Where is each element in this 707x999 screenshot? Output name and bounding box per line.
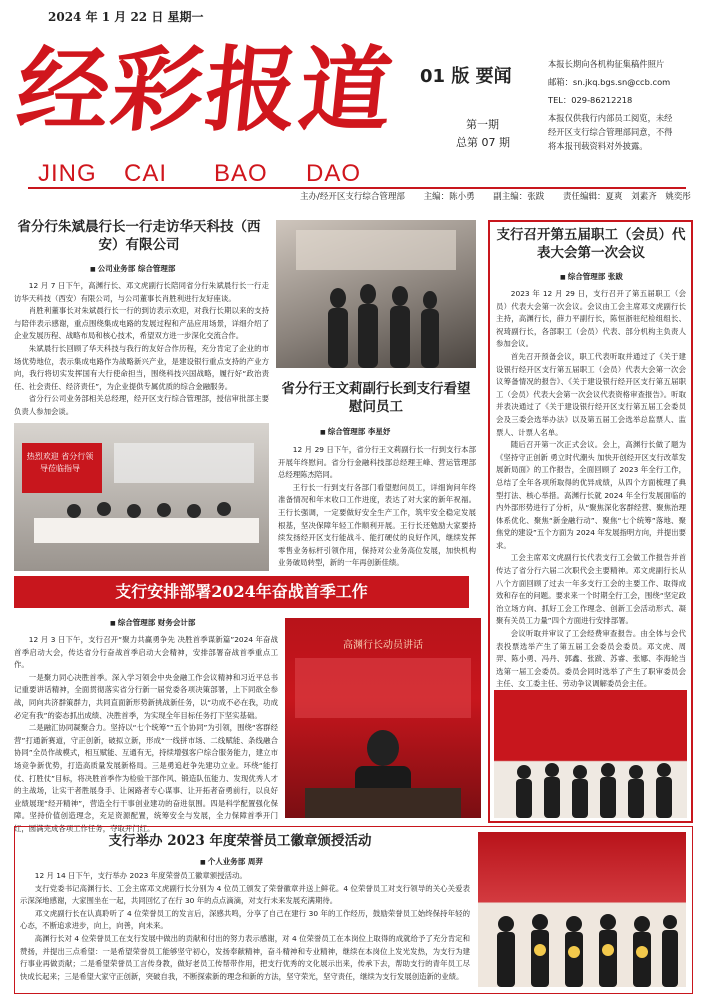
article5-p1: 12 月 14 日下午，支行举办 2023 年度荣誉员工徽章颁授活动。	[34, 871, 247, 880]
issue-number: 第一期	[466, 118, 499, 131]
photo-meeting-scene	[14, 423, 269, 571]
article1-title: 省分行朱斌晨行长一行走访华天科技（西安）有限公司	[17, 219, 261, 253]
article5-body	[20, 870, 470, 992]
submit-notice: 本报长期向各机构征集稿件照片	[548, 59, 665, 69]
photo-congress-scene	[494, 690, 687, 818]
article1-p2: 肖胜利董事长对朱斌晨行长一行的到访表示欢迎，对我行长期以来的支持与陪伴表示感谢，重点围绕集成电路的发展过程和产品应用场景，详细介绍了企业发展历程、战略布局和核心技术，希望双方进一步深化交流合作。	[14, 306, 269, 341]
masthead-rule	[28, 187, 686, 189]
staff-deputy: 副主编：张跋	[493, 192, 545, 202]
article2-title: 省分行王文莉副行长到支行看望慰问员工	[281, 381, 471, 415]
article4-byline: ■ 综合管理部 财务会计部	[110, 617, 195, 628]
contact-tel: TEL：029-86212218	[548, 95, 633, 105]
pinyin-jing: JING	[38, 160, 97, 187]
disclaimer-line-2: 经开区支行综合管理部同意，不得	[548, 127, 673, 137]
article1-p3: 朱斌晨行长回顾了华天科技与我行的友好合作历程，充分肯定了企业的市场优势地位，表示集成电路作为战略新兴产业，是建设银行重点支持的产业方向，我行将切实发挥国有大行使命担当，围绕科技兴国战略，履行好“政治责任、社会责任、经济责任”，为企业提供专属优质的综合金融服务。	[14, 343, 269, 391]
article1-body	[14, 280, 269, 419]
article5-p2: 支行党委书记高渊行长、工会主席邓文虎副行长分别为 4 位员工颁发了荣誉徽章并送上鲜花。4 位荣誉员工对支行领导的关心关爱表示深深地感谢，大家围坐在一起，共同回忆了在行 30 年的点点滴滴，对支行未来发展充满期待。	[20, 883, 470, 906]
pinyin-bao: BAO	[214, 160, 268, 187]
disclaimer-line-3: 将本报刊载资料对外披露。	[548, 141, 648, 151]
staff-line	[300, 190, 701, 202]
photo-meeting	[14, 423, 269, 571]
article4-body	[14, 634, 278, 836]
article1-p1: 12 月 7 日下午，高渊行长、邓文虎副行长陪同省分行朱斌晨行长一行走访华天科技（西安）有限公司，与公司董事长肖胜利进行友好座谈。	[14, 281, 269, 303]
section-banner: 支行安排部署2024年奋战首季工作	[14, 576, 469, 608]
article5-p3: 邓文虎副行长在认真聆听了 4 位荣誉员工的发言后，深感共鸣，分享了自己在建行 30 年的工作经历，鼓励荣誉员工始终保持年轻的心态，不断追求进步，向上，向善，向未来。	[20, 908, 470, 931]
article3-p5: 会议听取并审议了工会经费审查报告。由全体与会代表投票选举产生了第五届工会委员会委员。邓文虎、周羿、陈小勇、冯丹、郭鑫、张跋、苏睿、张娜、李海轮当选第一届工会委员。委员会同时选举了产生了职审委员会主任、女工委主任、劳动争议调解委员会主任。	[496, 629, 686, 689]
article5-byline: ■ 个人业务部 周羿	[200, 856, 263, 867]
article3-body	[496, 288, 686, 691]
staff-sponsor: 主办/经开区支行综合管理部	[300, 192, 405, 202]
pinyin-cai: CAI	[124, 160, 168, 187]
edition-label: 01 版 要闻	[420, 66, 512, 87]
article5-p4: 高渊行长对 4 位荣誉员工在支行发展中做出的贡献和付出的努力表示感谢，对 4 位荣誉员工在本岗位上取得的成就给予了充分肯定和赞扬，并提出三点希望：一是希望荣誉员工能够坚守初心，发扬奉献精神，奋斗精神和专业精神，继续在本岗位上发光发热，为支行为建行事业再做贡献；二是希望荣誉员工言传身教，做好老员工传帮带作用，把支行优秀的文化展示出来，传承下去，帮助支行的青年员工尽快成长起来；三是希望大家守正创新，突破自我，不断探索新的理念和新的方法，坚守荣光，坚守责任，继续为支行发展创造新的业绩。	[20, 933, 470, 981]
article5-title: 支行举办 2023 年度荣誉员工徽章颁授活动	[108, 833, 372, 849]
article4-p3: 二是融汇协同凝聚合力。坚持以“七个统筹”“五个协同”为引领，围绕“客群经营”打通新赛道，守正创新，破拟立新，形成“一线拼市场、二线赋能、条线融合协同”全员作战模式，相互赋能、互通有无，持续增强客户综合服务能力，建立市场竞争新优势，打造高质量发展新格局。三是勇追赶争先建功立业。环绕“能打仗、打胜仗”目标，将决胜首季作为检验干部作风、锻造队伍能力、发现优秀人才的主战场，让实干者胜展身手、让闲路者专心谋事、让开拓者奋勇前行，以良好业绩展现“经开精神”，营造全行干事创业建功的奋进氛围。四是科学配置强化保障。坚持价值创造理念，充足资源配置，统筹安全与发展，全力保障首季开门红，圆满完成各项工作任务，夺取开门红。	[14, 723, 278, 833]
article3-p1: 2023 年 12 月 29 日，支行召开了第五届职工（会员）代表大会第一次会议。会议由工会主席邓文虎副行长主持，高渊行长，薛力平副行长，陈恒浙驻纪检组组长、祝琦副行长，各部职工（会员）代表、部分机构主负责人参加会议。	[496, 289, 686, 349]
issue-date: 2024 年 1 月 22 日 星期一	[48, 10, 204, 24]
pinyin-dao: DAO	[306, 160, 362, 187]
disclaimer-line-1: 本报仅供我行内部员工阅览，未经	[548, 113, 673, 123]
article2-byline: ■ 综合管理部 李星妤	[320, 426, 390, 437]
staff-responsible: 责任编辑：夏爽 刘素齐 姚奕彤	[563, 192, 691, 202]
photo-visit-lobby	[276, 220, 476, 368]
masthead-logo	[12, 30, 400, 144]
photo-visit-figures	[276, 220, 476, 368]
issue-total: 总第 07 期	[456, 136, 510, 149]
article3-p3: 随后召开第一次正式会议。会上，高渊行长做了题为《坚持守正创新 勇立时代潮头 加快开创经开区支行改革发展新局面》的工作报告，全面回顾了 2023 年全行工作，总结了全年各项所取得的优异成绩，从四个方面梳理了典型打法、核心举措。高渊行长就 2024 年全行发展面临的内外部形势进行了分析，从“聚焦深化客群经营、聚焦治理体系优化、聚焦“新金融行动”、聚焦“七个统筹”落地、聚焦党的建设”五个方面为 2024 年发展指明方向，并提出要求。	[496, 440, 686, 550]
photo-honor-scene	[478, 832, 686, 987]
article1-byline: ■ 公司业务部 综合管理部	[90, 263, 175, 274]
article3-title: 支行召开第五届职工（会员）代表大会第一次会议	[496, 227, 686, 261]
article2-body	[278, 444, 476, 570]
article1-p4: 省分行公司业务部相关总经理，经开区支行综合管理部，授信审批部主要负责人参加会谈。	[14, 394, 269, 416]
photo-honor	[478, 832, 686, 987]
photo-speech	[285, 618, 481, 818]
article3-p4: 工会主席邓文虎副行长代表支行工会做工作报告并首传达了省分行六届二次职代会主要精神。邓文虎副行长从八个方面回顾了过去一年多支行工会的主要工作、取得成效和存在的问题。要求来一个时期全行工会，围绕“坚定政治立场方向、抓好工会工作理念、创新工会活动形式、凝聚有关员工力量”四个方面进行安排部署。	[496, 553, 686, 626]
contact-email: 邮箱：sn.jkq.bgs.sn@ccb.com	[548, 77, 671, 87]
article2-p1: 12 月 29 日下午，省分行王文莉副行长一行到支行本部开展年终慰问。省分行金融科技部总经理王峰、营运管理部总经理陈杰陪同。	[278, 445, 476, 480]
article2-p2: 王行长一行到支行各部门看望慰问员工，详细询问年终准备情况和年末收口工作进度，表达了对大家的新年祝福。王行长强调，一定要做好安全生产工作，筑牢安全稳定发展根基，坚决保障年轻工作顺利开展。王行长还勉励大家要持续发扬经开区支行能战斗、能打硬仗的良好作风，继续发挥零售业务标杆引领作用，保持对公业务高位发展，加快机构业务破局转型，新的一年再创新佳绩。	[278, 482, 476, 568]
photo-speech-caption: 高渊行长动员讲话	[343, 640, 423, 651]
staff-editor: 主编：陈小勇	[423, 192, 475, 202]
article4-p2: 一是聚力同心决胜首季。深入学习领会中央金融工作会议精神和习近平总书记重要讲话精神，全面贯彻落实省分行新一届党委各项决策部署，上下同欲全参战，同向共济群策群力，共同直面新形势新挑战新任务，以“功成不必在我，功成必定有我”的姿态抓出成绩、决胜首季，为实现全年目标任务打下坚实基础。	[14, 672, 278, 720]
svg-text:经彩报道: 经彩报道	[12, 35, 400, 144]
article3-p2: 首先召开预备会议，职工代表听取并通过了《关于建设银行经开区支行第五届职工（会员）代表大会第一次会议筹备情况的报告》、《关于建设银行经开区支行第五届职工（会员）代表大会第一次会议代表资格审查报告》。听取并表决通过了《关于建设银行经开区支行第五届工会委员会及三委会选举办法》以及第五届工会选举总监票人、监票人、计票人名单。	[496, 351, 686, 437]
photo-congress	[494, 690, 687, 818]
article3-byline: ■ 综合管理部 张跋	[560, 271, 623, 282]
article4-p1: 12 月 3 日下午，支行召开“聚力共赢勇争先 决胜首季谋新篇”2024 年奋战首季启动大会，传达省分行奋战首季启动大会精神，安排部署奋战首季重点工作。	[14, 635, 278, 670]
photo-banner-caption: 热烈欢迎 省分行领导莅临指导	[26, 452, 94, 473]
